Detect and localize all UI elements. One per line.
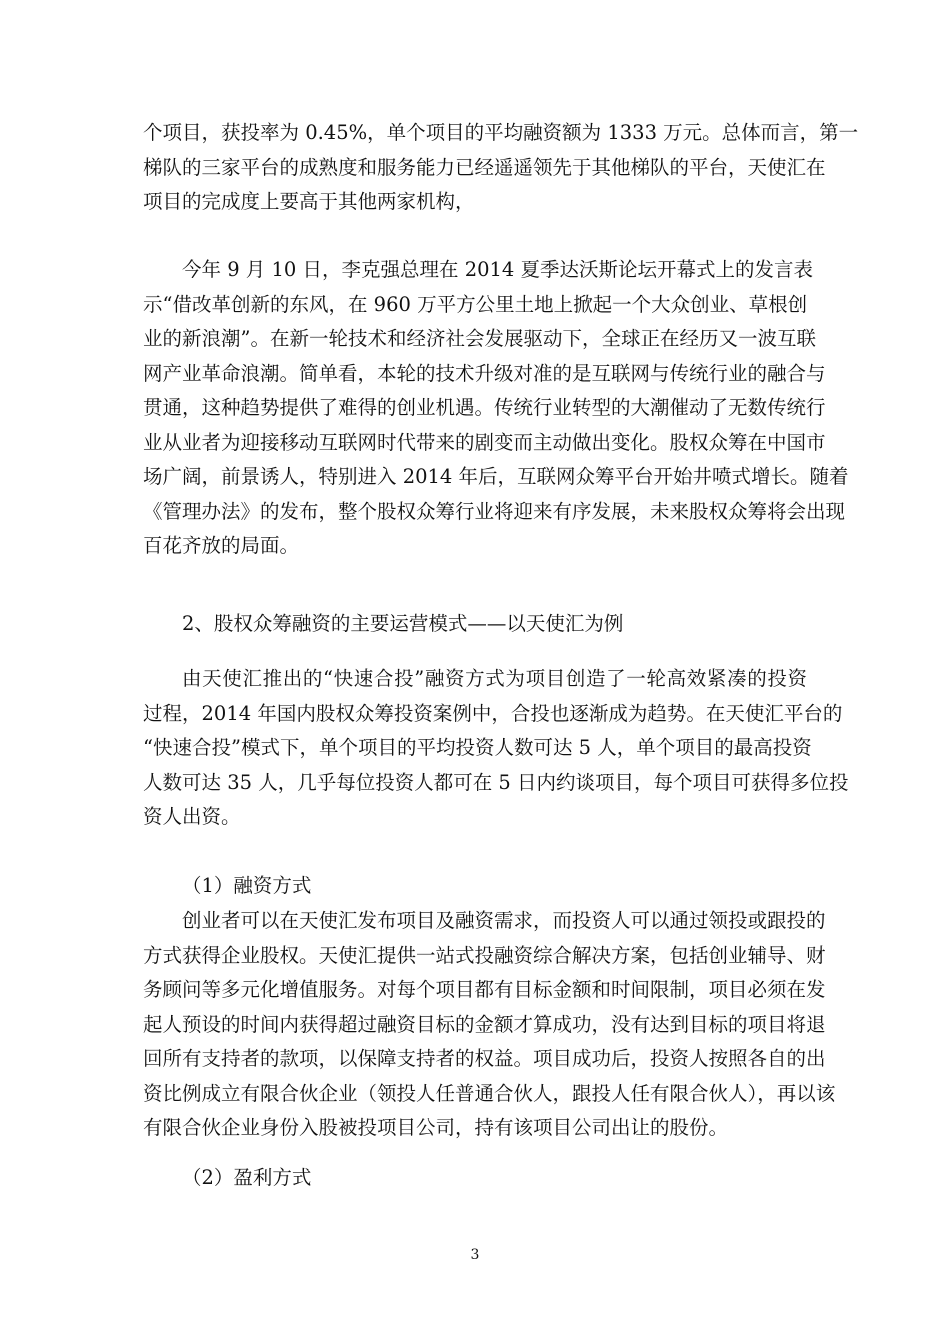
subsection-heading-financing: （1）融资方式 (182, 874, 312, 897)
paragraph-1 (143, 116, 859, 220)
text-line: 过程，2014 年国内股权众筹投资案例中，合投也逐渐成为趋势。在天使汇平台的 (143, 701, 843, 725)
text-line: 业的新浪潮”。在新一轮技术和经济社会发展驱动下，全球正在经历又一波互联 (143, 327, 816, 350)
page-number: 3 (470, 1247, 480, 1263)
text-line: 贯通，这种趋势提供了难得的创业机遇。传统行业转型的大潮催动了无数传统行 (143, 396, 826, 419)
text-line: 项目的完成度上要高于其他两家机构， (143, 190, 475, 213)
text-line: 由天使汇推出的“快速合投”融资方式为项目创造了一轮高效紧凑的投资 (182, 667, 807, 690)
paragraph-2 (143, 253, 849, 564)
subsection-heading-profit: （2）盈利方式 (182, 1166, 312, 1189)
text-line: 业从业者为迎接移动互联网时代带来的剧变而主动做出变化。股权众筹在中国市 (143, 430, 826, 454)
text-line: “快速合投”模式下，单个项目的平均投资人数可达 5 人，单个项目的最高投资 (143, 736, 812, 759)
text-line: 《管理办法》的发布，整个股权众筹行业将迎来有序发展，未来股权众筹将会出现 (143, 499, 846, 523)
text-line: 百花齐放的局面。 (143, 534, 300, 557)
text-line: 个项目，获投率为 0.45%，单个项目的平均融资额为 1333 万元。总体而言，第一 (143, 121, 859, 144)
text-line: 资比例成立有限合伙企业（领投人任普通合伙人，跟投人任有限合伙人），再以该 (143, 1081, 836, 1105)
text-line: 务顾问等多元化增值服务。对每个项目都有目标金额和时间限制，项目必须在发 (143, 978, 826, 1001)
text-line: 回所有支持者的款项，以保障支持者的权益。项目成功后，投资人按照各自的出 (143, 1047, 826, 1070)
text-line: 创业者可以在天使汇发布项目及融资需求，而投资人可以通过领投或跟投的 (182, 909, 826, 932)
text-line: 人数可达 35 人，几乎每位投资人都可在 5 日内约谈项目，每个项目可获得多位投 (143, 770, 849, 794)
text-line: 资人出资。 (143, 805, 241, 828)
text-line: 网产业革命浪潮。简单看，本轮的技术升级对准的是互联网与传统行业的融合与 (143, 361, 826, 385)
text-line: 场广阔，前景诱人，特别进入 2014 年后，互联网众筹平台开始井喷式增长。随着 (143, 465, 849, 488)
text-line: 今年 9 月 10 日，李克强总理在 2014 夏季达沃斯论坛开幕式上的发言表 (182, 258, 814, 281)
text-line: 有限合伙企业身份入股被投项目公司，持有该项目公司出让的股份。 (143, 1116, 729, 1139)
text-line: 起人预设的时间内获得超过融资目标的金额才算成功，没有达到目标的项目将退 (143, 1012, 826, 1036)
paragraph-4 (143, 904, 836, 1146)
paragraph-3 (143, 662, 849, 835)
text-line: 示“借改革创新的东风，在 960 万平方公里土地上掀起一个大众创业、草根创 (143, 292, 808, 316)
text-line: 方式获得企业股权。天使汇提供一站式投融资综合解决方案，包括创业辅导、财 (143, 943, 826, 967)
section-heading: 2、股权众筹融资的主要运营模式——以天使汇为例 (182, 612, 624, 635)
text-line: 梯队的三家平台的成熟度和服务能力已经遥遥领先于其他梯队的平台，天使汇在 (143, 155, 826, 179)
